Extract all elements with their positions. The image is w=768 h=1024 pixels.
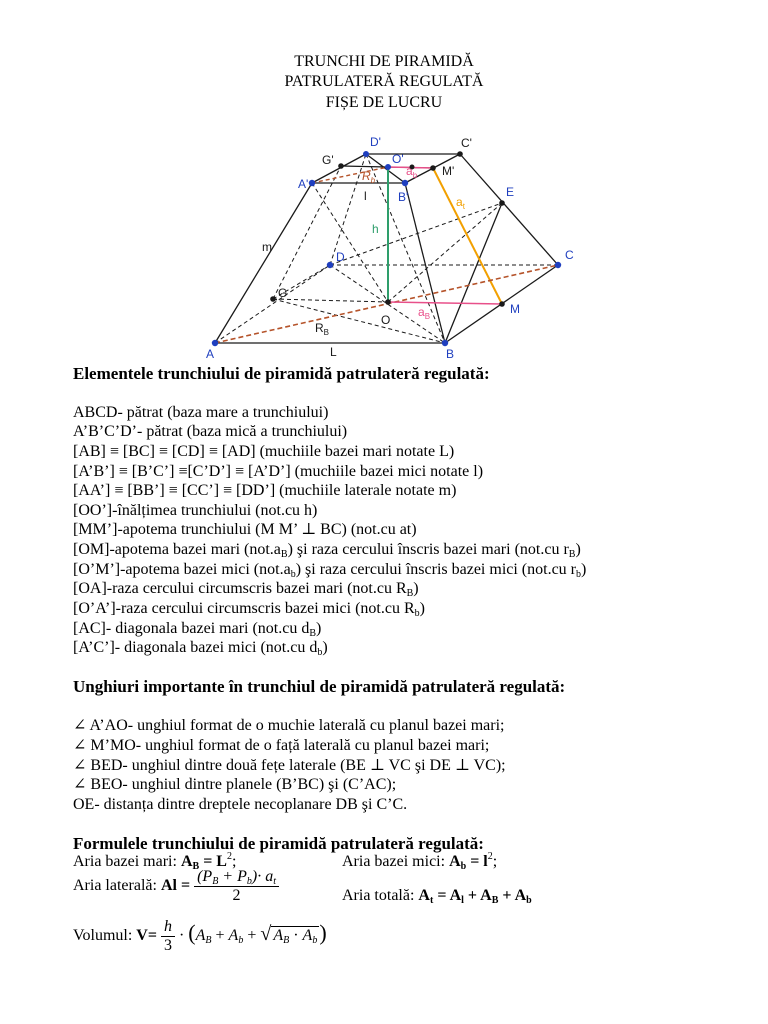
edge-AD [215,265,330,343]
section-formulas-heading: Formulele trunchiului de piramidă patrulateră regulată: [73,834,484,853]
label-O: O [381,313,391,327]
element-line-1: ABCD- pătrat (baza mare a trunchiului) [73,404,329,421]
element-line-4: [A’B’] ≡ [B’C’] ≡[C’D’] ≡ [A’D’] (muchiile bazei mici notate l) [73,463,484,480]
element-line-11: [O’A’]-raza cercului circumscris bazei mici (not.cu $R_b$) [73,600,425,619]
label-C1: C' [461,136,472,150]
element-line-12: [AC]- diagonala bazei mari (not.cu $d_B$) [73,620,322,639]
line-BE [445,203,502,343]
label-M1: M' [442,164,455,178]
apothem-MM1 [433,168,502,304]
line-DE [330,203,502,265]
point-M1 [430,165,436,171]
label-A: A [206,347,215,361]
element-line-3: [AB] ≡ [BC] ≡ [CD] ≡ [AD] (muchiile bazei mari notate L) [73,443,455,460]
apothem-OM [388,302,502,304]
point-B [442,340,448,346]
point-E [499,200,505,206]
element-line-5: [AA’] ≡ [BB’] ≡ [CC’] ≡ [DD’] (muchiile laterale notate m) [73,482,457,499]
angle-line-1: ∠ A’AO- unghiul format de o muchie laterală cu planul bazei mari; [73,717,505,734]
point-B1 [402,180,408,186]
label-D: D [336,250,345,264]
frustum-figure [200,128,600,366]
formula-lateral-area: Aria laterală: Al = $\frac{(P_B + P_b)\cdot a_t}{2}$ [73,868,279,905]
element-line-9: [O’M’]-apotema bazei mici $(not.a_b)$ şi raza cercului înscris bazei mici (not.cu $r_b$) [73,561,587,580]
label-RB: $R_B$ [315,321,330,337]
label-B1: B' [398,190,409,204]
label-L: L [330,345,337,359]
element-line-13: [A’C’]- diagonala bazei mici (not.cu $d_b$) [73,639,328,658]
angle-line-5: OE- distanța dintre dreptele necoplanare DB şi C’C. [73,796,408,813]
label-B: B [446,347,455,361]
label-O1: O' [392,152,404,166]
title-line-3: FIȘE DE LUCRU [325,94,443,111]
line-OE [388,203,502,302]
lateral-area-fraction: $\frac{(P_B + P_b)\cdot a_t}{2}$ [194,868,279,905]
section-elements-heading: Elementele trunchiului de piramidă patrulateră regulată: [73,364,490,383]
point-A [212,340,218,346]
element-line-10: [OA]-raza cercului circumscris bazei mari (not.cu $R_B$) [73,580,419,599]
formula-total-area: Aria totală: $A_t = A_l + A_B + A_b$ [342,887,532,906]
formula-volume: Volumul: V= $\frac{h}{3}$ · ($A_B + A_b$ + √ $A_B \cdot A_b$) [73,918,327,954]
element-line-7: [MM’]-apotema trunchiului (M M’ ⊥ BC) (not.cu at) [73,521,417,538]
label-G: G [278,286,288,300]
label-E: E [506,185,515,199]
element-line-6: [OO’]-înălțimea trunchiului (not.cu h) [73,502,318,519]
point-G [270,296,276,302]
angle-line-4: ∠ BEO- unghiul dintre planele (B’BC) şi (C’AC); [73,776,397,793]
title-line-2: PATRULATERĂ REGULATĂ [284,73,484,90]
label-l: l [364,189,367,203]
point-O1 [385,164,391,170]
label-at: $a_t$ [456,195,465,211]
section-angles-heading: Unghiuri importante în trunchiul de piramidă patrulateră regulată: [73,677,566,696]
point-C [555,262,561,268]
label-ab: $a_b$ [406,164,418,180]
point-D1 [363,151,369,157]
line-GO [273,299,388,302]
label-G1: G' [322,153,334,167]
point-C1 [457,151,463,157]
point-G1 [338,163,344,169]
point-A1 [309,180,315,186]
label-D1: D' [370,135,381,149]
formula-base-area-large: Aria bazei mari: $A_B = L^2$; [73,851,237,872]
element-line-8: [OM]-apotema bazei mari $(not.a_B)$ şi raza cercului înscris bazei mari (not.cu $r_B$) [73,541,581,560]
element-line-2: A’B’C’D’- pătrat (baza mică a trunchiului) [73,423,348,440]
point-D [327,262,333,268]
volume-fraction: $\frac{h}{3}$ [161,918,175,955]
edge-D1A1 [312,154,366,183]
label-Rb: $R_b$ [362,169,376,185]
angle-line-3: ∠ BED- unghiul dintre două fețe laterale (BE ⊥ VC şi DE ⊥ VC); [73,757,506,774]
point-O [385,299,391,305]
label-h: h [372,222,379,236]
title-line-1: TRUNCHI DE PIRAMIDĂ [294,53,474,70]
line-A1-diag [312,183,388,302]
edge-AA1 [215,183,312,343]
formula-base-area-small: Aria bazei mici: $A_b = l^2$; [342,851,498,872]
label-m: m [262,240,272,254]
point-M [499,301,505,307]
label-aB: $a_B$ [418,305,431,321]
angle-line-2: ∠ M’MO- unghiul format de o față laterală cu planul bazei mari; [73,737,490,754]
label-C: C [565,248,574,262]
label-A1: A' [298,177,309,191]
label-M: M [510,302,520,316]
